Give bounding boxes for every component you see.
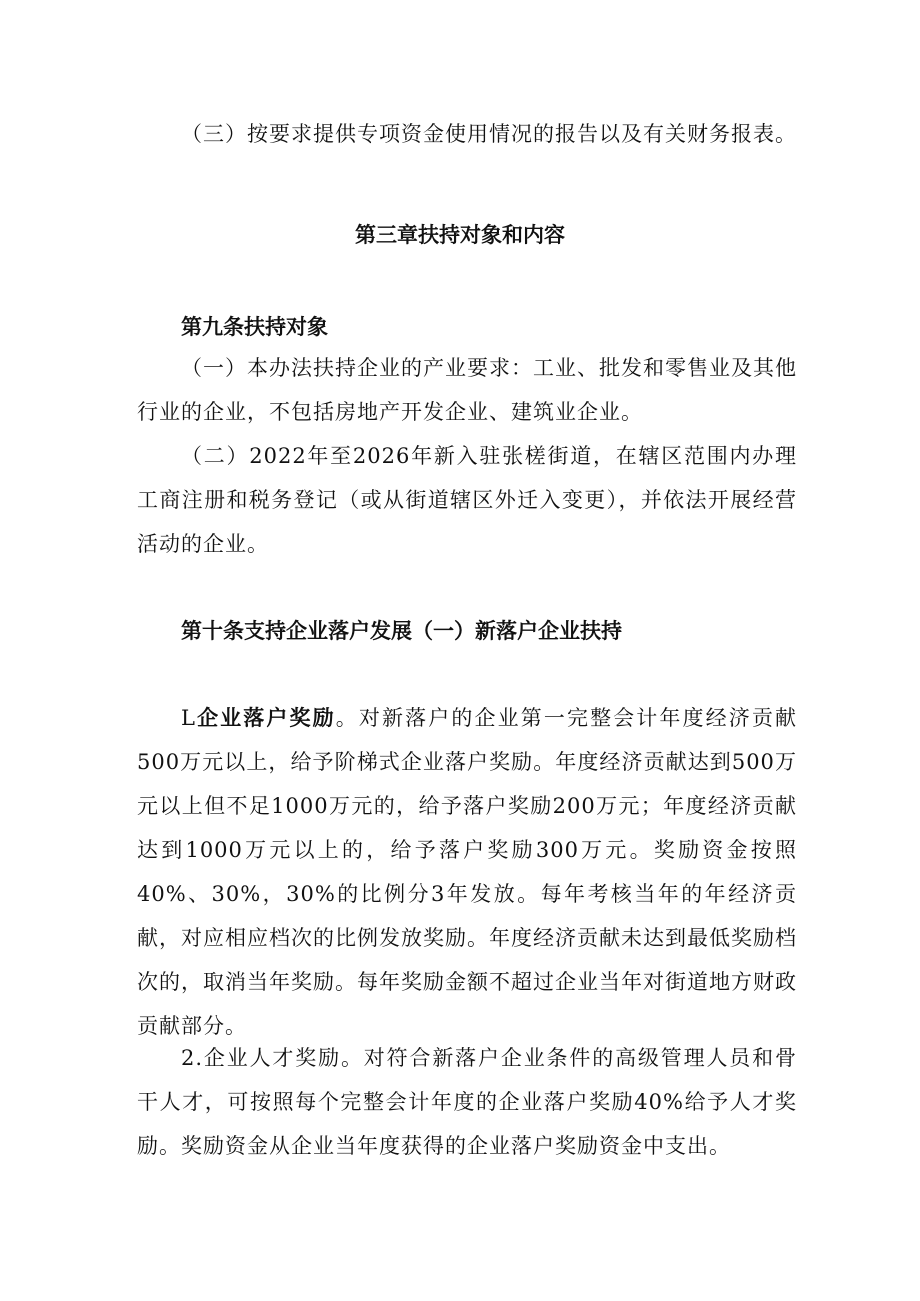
paragraph-obligation-3: （三）按要求提供专项资金使用情况的报告以及有关财务报表。 (181, 122, 797, 146)
item-1-settlement-reward (137, 696, 797, 1048)
item-1-number: L (181, 706, 196, 730)
chapter-title: 第三章扶持对象和内容 (355, 223, 565, 247)
article-9-item-1: （一）本办法扶持企业的产业要求：工业、批发和零售业及其他行业的企业，不包括房地产开发企业、建筑业企业。 (137, 356, 797, 424)
item-1-lead: 企业落户奖励 (195, 706, 336, 730)
item-1-body: 。对新落户的企业第一完整会计年度经济贡献500万元以上，给予阶梯式企业落户奖励。年度经济贡献达到500万元以上但不足1000万元的，给予落户奖励200万元；年度经济贡献达到1000万元以上的，给予落户奖励300万元。奖励资金按照40%、30%，30%的比例分3年发放。每年考核当年的年经济贡献，对应相应档次的比例发放奖励。年度经济贡献未达到最低奖励档次的，取消当年奖励。每年奖励金额不超过企业当年对街道地方财政贡献部分。 (137, 706, 798, 1038)
article-10-title: 第十条支持企业落户发展（一）新落户企业扶持 (181, 619, 622, 643)
article-9-title: 第九条扶持对象 (181, 315, 328, 339)
article-9-item-2: （二）2022年至2026年新入驻张槎街道，在辖区范围内办理工商注册和税务登记（或从街道辖区外迁入变更），并依法开展经营活动的企业。 (137, 444, 797, 556)
item-2-talent-reward: 2.企业人才奖励。对符合新落户企业条件的高级管理人员和骨干人才，可按照每个完整会计年度的企业落户奖励40%给予人才奖励。奖励资金从企业当年度获得的企业落户奖励资金中支出。 (137, 1046, 797, 1158)
